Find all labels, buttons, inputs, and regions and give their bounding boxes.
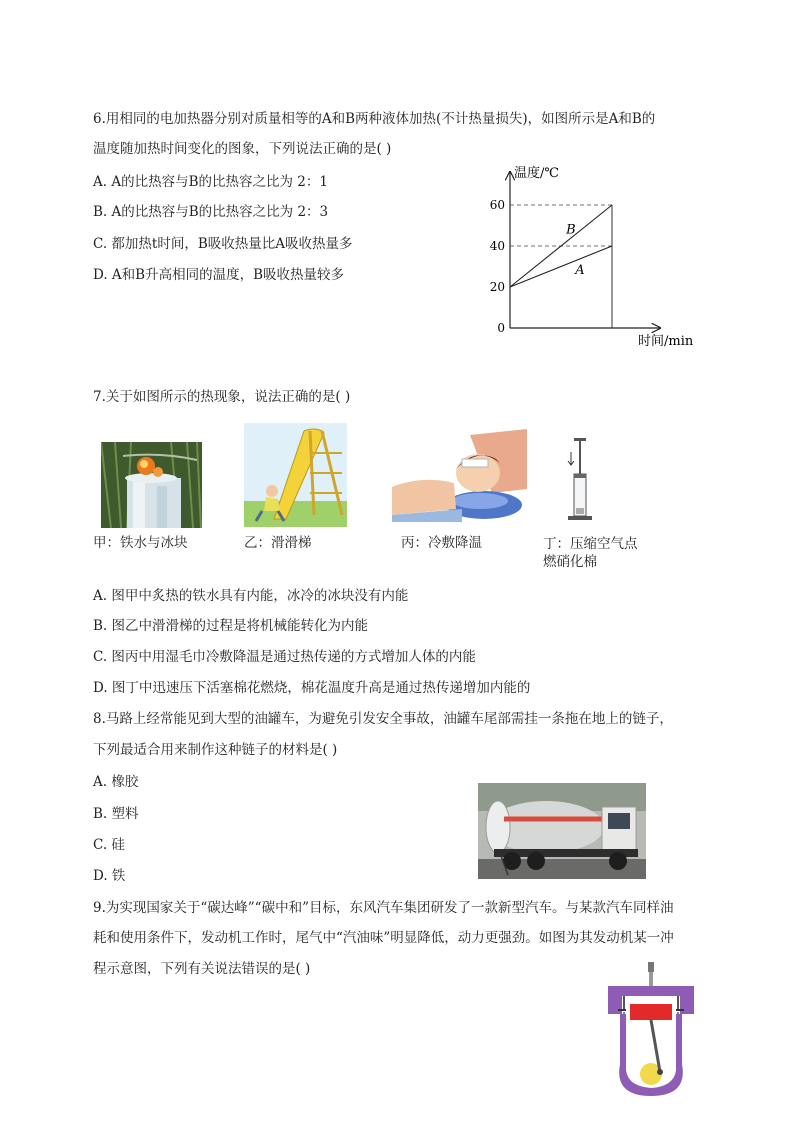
q8-option-c: C. 硅 — [93, 837, 125, 853]
molten-iron-ice-image — [101, 442, 202, 528]
y-tick-label: 0 — [497, 321, 505, 335]
y-tick-label: 60 — [489, 198, 505, 212]
q6-option-b: B. A的比热容与B的比热容之比为 2：3 — [93, 204, 329, 220]
q6-stem-line-1: 6.用相同的电加热器分别对质量相等的A和B两种液体加热(不计热量损失)，如图所示是A和B的 — [93, 111, 656, 127]
series-label-b: B — [566, 222, 576, 238]
engine-stroke-diagram — [604, 960, 698, 1100]
q7-option-c: C. 图丙中用湿毛巾冷敷降温是通过热传递的方式增加人体的内能 — [93, 649, 476, 665]
q8-option-d: D. 铁 — [93, 868, 126, 884]
q8-stem-line-2: 下列最适合用来制作这种链子的材料是( ) — [93, 742, 338, 758]
q7-option-b: B. 图乙中滑滑梯的过程是将机械能转化为内能 — [93, 618, 369, 634]
caption-jia: 甲：铁水与冰块 — [93, 535, 188, 551]
x-axis-label: 时间/min — [638, 334, 694, 349]
q7-stem: 7.关于如图所示的热现象，说法正确的是( ) — [93, 389, 351, 405]
caption-bing: 丙：冷敷降温 — [401, 535, 482, 551]
tanker-truck-image — [478, 783, 646, 879]
q8-stem-line-1: 8.马路上经常能见到大型的油罐车，为避免引发安全事故，油罐车尾部需挂一条拖在地上的链子， — [93, 711, 673, 727]
q8-option-b: B. 塑料 — [93, 806, 139, 822]
y-tick-label: 20 — [489, 280, 505, 294]
series-label-a: A — [575, 263, 585, 279]
q8-option-a: A. 橡胶 — [93, 774, 139, 790]
caption-yi: 乙：滑滑梯 — [244, 535, 312, 551]
compression-cylinder-image — [562, 434, 594, 528]
y-tick-label: 40 — [489, 239, 505, 253]
y-axis-label: 温度/℃ — [514, 166, 559, 181]
q7-option-a: A. 图甲中炙热的铁水具有内能，冰冷的冰块没有内能 — [93, 588, 409, 604]
temperature-time-chart — [470, 160, 710, 355]
caption-ding-line-2: 燃硝化棉 — [543, 554, 597, 570]
slide-image — [244, 423, 347, 527]
q6-option-d: D. A和B升高相同的温度，B吸收热量较多 — [93, 267, 345, 283]
q6-option-c: C. 都加热t时间，B吸收热量比A吸收热量多 — [93, 236, 353, 252]
series-line-a — [510, 246, 612, 287]
q7-option-d: D. 图丁中迅速压下活塞棉花燃烧，棉花温度升高是通过热传递增加内能的 — [93, 680, 531, 696]
q9-stem-line-3: 程示意图，下列有关说法错误的是( ) — [93, 961, 311, 977]
cold-compress-image — [392, 429, 527, 522]
q9-stem-line-2: 耗和使用条件下，发动机工作时，尾气中“汽油味”明显降低，动力更强劲。如图为其发动机某一冲 — [93, 930, 674, 946]
q6-stem-line-2: 温度随加热时间变化的图象，下列说法正确的是( ) — [93, 141, 392, 157]
caption-ding-line-1: 丁：压缩空气点 — [543, 536, 638, 552]
q6-option-a: A. A的比热容与B的比热容之比为 2：1 — [93, 174, 328, 190]
q9-stem-line-1: 9.为实现国家关于“碳达峰”“碳中和”目标，东风汽车集团研发了一款新型汽车。与某款汽车同样油 — [93, 900, 674, 916]
